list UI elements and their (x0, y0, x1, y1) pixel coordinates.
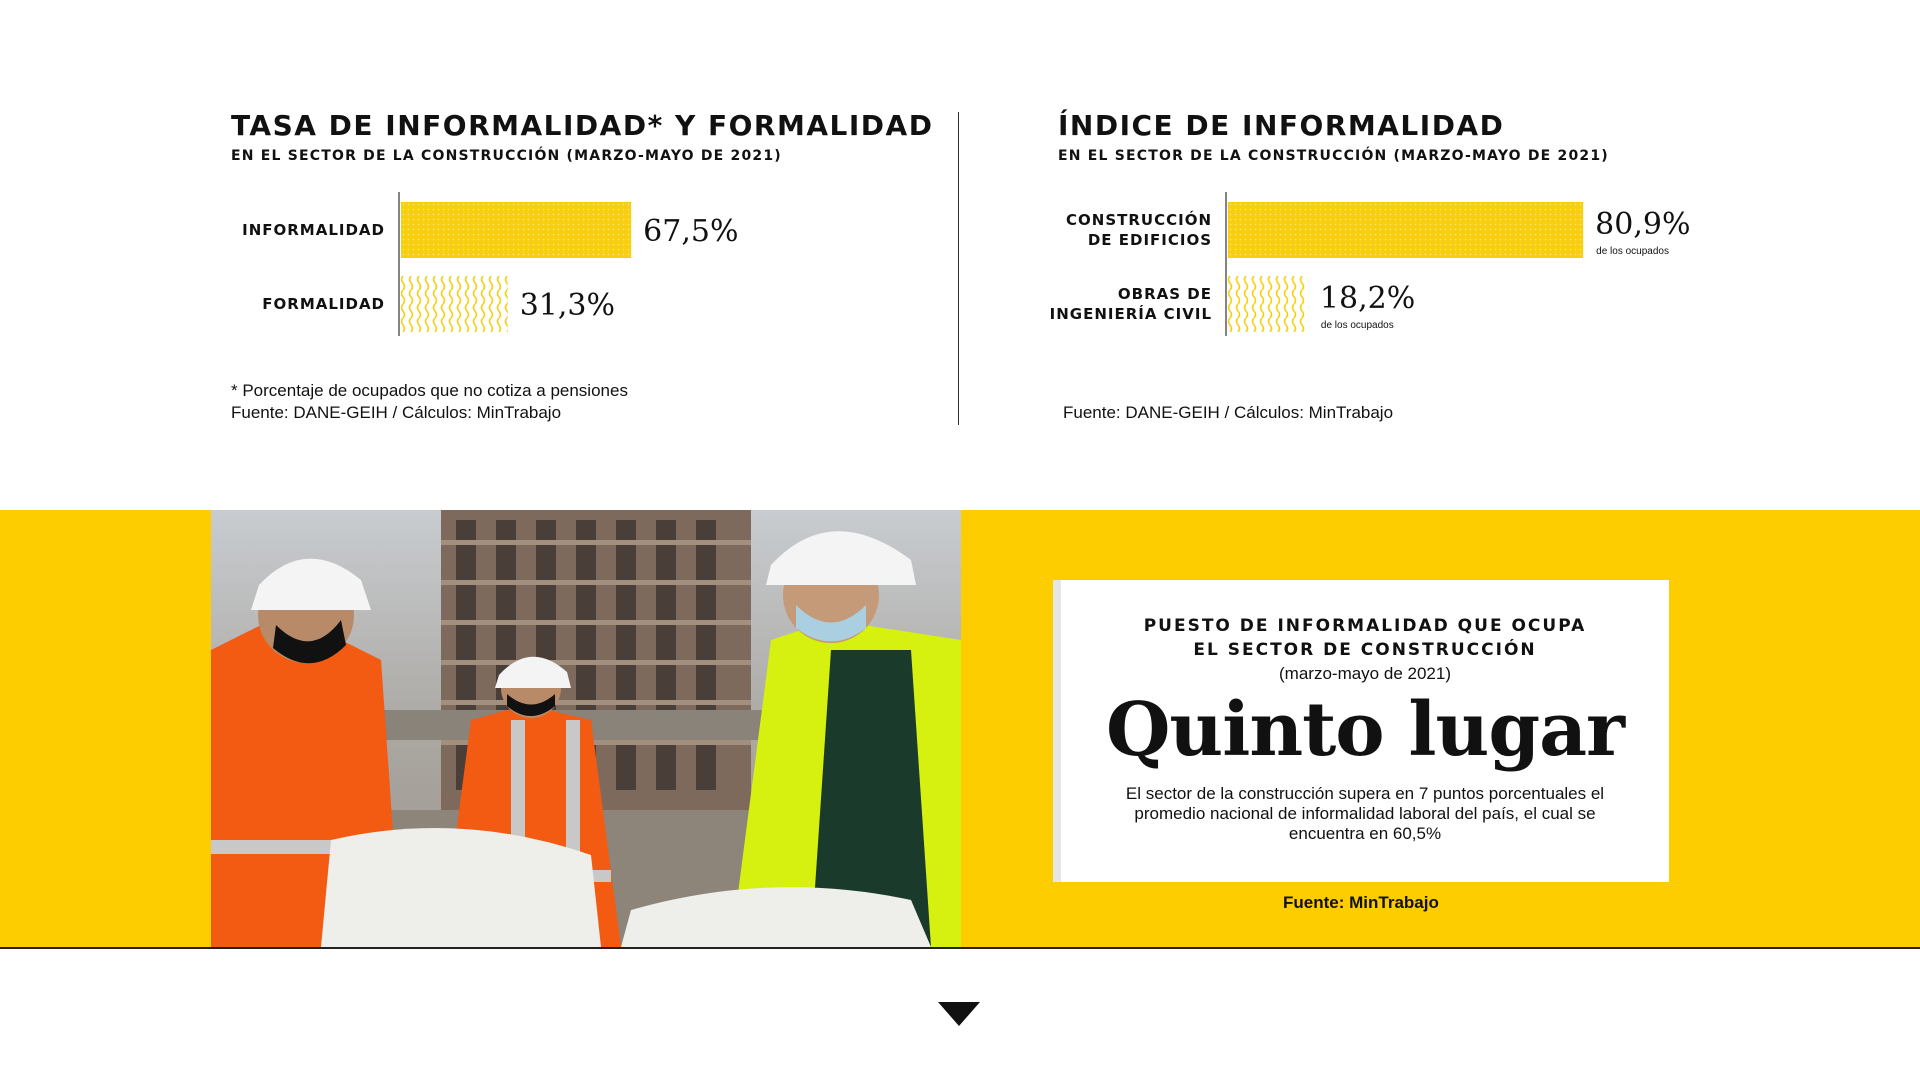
value-sublabel-0: de los ocupados (1596, 246, 1669, 257)
value-label-1: 31,3% (519, 288, 616, 323)
construction-workers-photo (211, 510, 961, 947)
footnote: * Porcentaje de ocupados que no cotiza a pensiones (231, 381, 628, 400)
chart-title: TASA DE INFORMALIDAD* Y FORMALIDAD (231, 109, 934, 142)
bar-1 (1228, 276, 1308, 332)
category-label-1: FORMALIDAD (262, 295, 385, 313)
chart-subtitle: EN EL SECTOR DE LA CONSTRUCCIÓN (MARZO-MAYO DE 2021) (1058, 148, 1609, 164)
ranking-value: Quinto lugar (1105, 687, 1625, 773)
highlight-band (0, 510, 1920, 949)
bar-0 (401, 202, 631, 258)
informality-index-panel (1049, 108, 1758, 422)
card-period: (marzo-mayo de 2021) (1279, 664, 1451, 683)
category-label-0: INFORMALIDAD (242, 221, 385, 239)
construction-photo-illustration (211, 510, 961, 947)
informality-rate-svg (231, 192, 931, 342)
ranking-card (1053, 580, 1669, 882)
category-label-1: INGENIERÍA CIVIL (1049, 305, 1212, 323)
bar-0 (1228, 202, 1583, 258)
category-label-0: CONSTRUCCIÓN (1066, 211, 1212, 229)
card-heading (1061, 614, 1669, 662)
panel-divider (958, 112, 959, 425)
category-label-0: DE EDIFICIOS (1087, 231, 1212, 249)
card-description: El sector de la construcción supera en 7 puntos porcentuales el promedio nacional de informalidad laboral del país, el cual se encuentra en 60,5% (1125, 784, 1605, 843)
bar-1 (401, 276, 508, 332)
card-heading-line2: EL SECTOR DE CONSTRUCCIÓN (1193, 640, 1537, 660)
informality-rate-chart (231, 192, 931, 342)
band-source: Fuente: MinTrabajo (1283, 893, 1439, 912)
value-sublabel-1: de los ocupados (1320, 320, 1394, 331)
value-label-0: 67,5% (643, 214, 739, 249)
category-label-1: OBRAS DE (1117, 285, 1212, 303)
chart-title: ÍNDICE DE INFORMALIDAD (1058, 109, 1505, 142)
source-note: Fuente: DANE-GEIH / Cálculos: MinTrabajo (1063, 403, 1394, 422)
value-label-0: 80,9% (1595, 207, 1691, 242)
chart-subtitle: EN EL SECTOR DE LA CONSTRUCCIÓN (MARZO-MAYO DE 2021) (231, 148, 782, 164)
value-label-1: 18,2% (1319, 281, 1416, 316)
informality-index-svg (1049, 192, 1758, 342)
source-note: Fuente: DANE-GEIH / Cálculos: MinTrabajo (231, 403, 562, 422)
informality-rate-panel (231, 108, 934, 422)
card-heading-line1: PUESTO DE INFORMALIDAD QUE OCUPA (1143, 616, 1587, 636)
informality-index-chart (1049, 192, 1758, 342)
scroll-down-arrow-icon[interactable] (938, 1002, 980, 1026)
